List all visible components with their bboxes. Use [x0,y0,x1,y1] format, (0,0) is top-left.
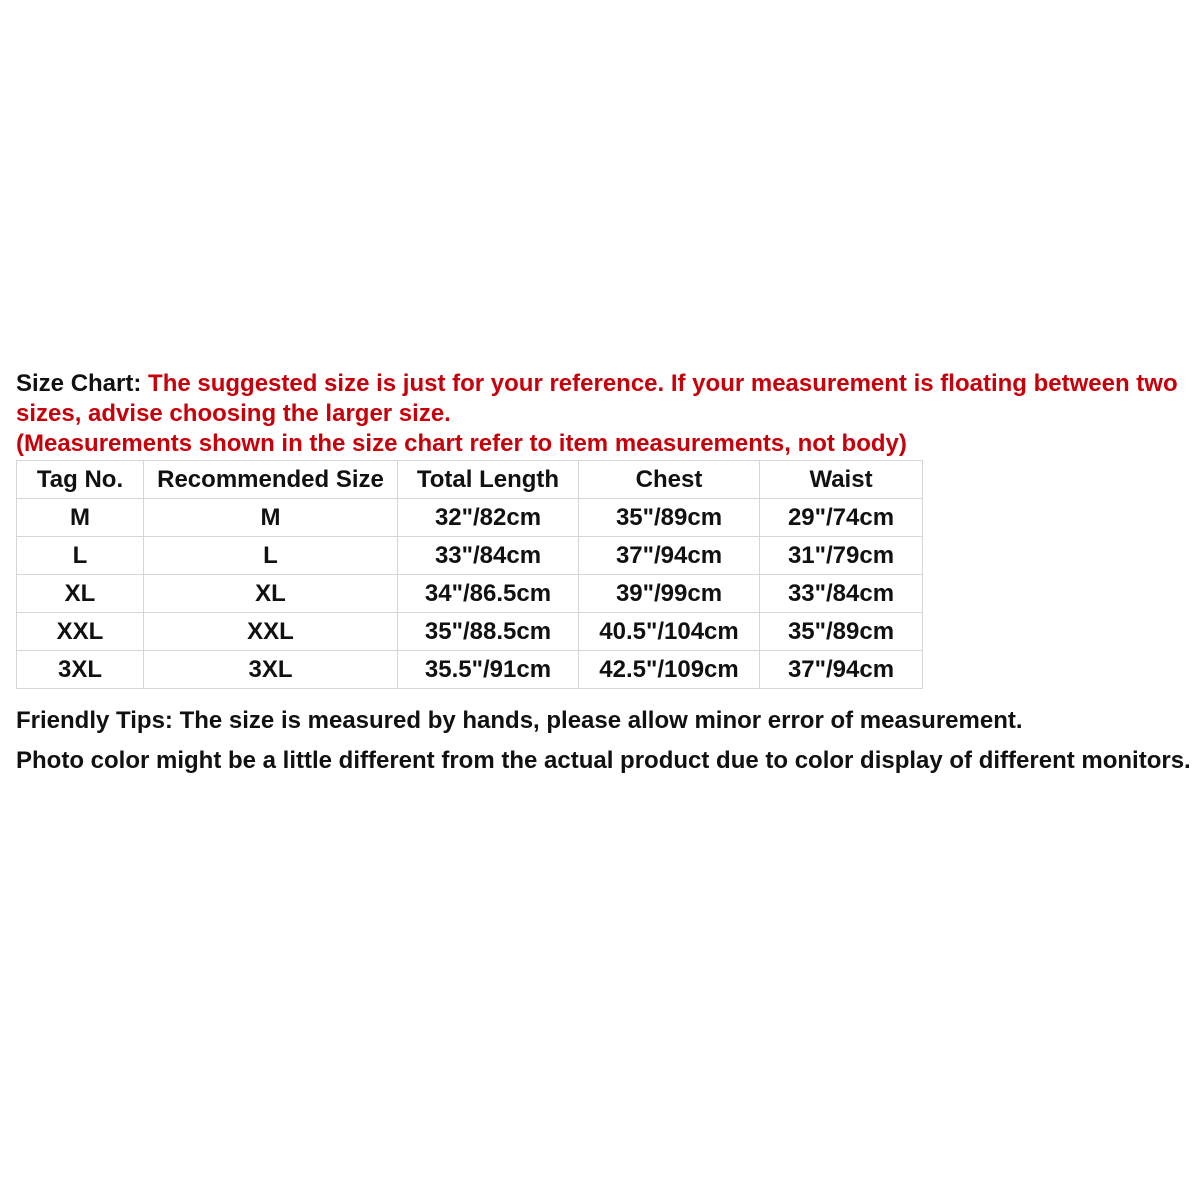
cell-recommended-size: 3XL [144,651,398,689]
cell-chest: 35"/89cm [579,499,760,537]
measurement-note: (Measurements shown in the size chart refer to item measurements, not body) [16,430,907,457]
table-header-row [17,461,923,499]
cell-recommended-size: XL [144,575,398,613]
header-recommended-size: Recommended Size [144,461,398,499]
cell-waist: 37"/94cm [760,651,923,689]
cell-waist: 31"/79cm [760,537,923,575]
table-row [17,575,923,613]
cell-total-length: 34"/86.5cm [398,575,579,613]
cell-tag-no: L [17,537,144,575]
cell-tag-no: XXL [17,613,144,651]
cell-recommended-size: M [144,499,398,537]
header-chest: Chest [579,461,760,499]
cell-recommended-size: L [144,537,398,575]
tips-line-color: Photo color might be a little different from the actual product due to color display of different monitors. [16,747,1191,774]
table-row [17,613,923,651]
cell-tag-no: M [17,499,144,537]
cell-total-length: 35"/88.5cm [398,613,579,651]
cell-recommended-size: XXL [144,613,398,651]
cell-total-length: 33"/84cm [398,537,579,575]
size-advice-note: The suggested size is just for your reference. If your measurement is floating between two sizes, advise choosing the larger size. [16,370,1178,427]
cell-tag-no: 3XL [17,651,144,689]
table-row [17,499,923,537]
cell-total-length: 32"/82cm [398,499,579,537]
cell-chest: 40.5"/104cm [579,613,760,651]
table-row [17,651,923,689]
table-row [17,537,923,575]
size-chart-label: Size Chart: [16,370,149,397]
friendly-tips [16,706,1191,776]
cell-total-length: 35.5"/91cm [398,651,579,689]
header-tag-no: Tag No. [17,461,144,499]
tips-line-measurement: Friendly Tips: The size is measured by hands, please allow minor error of measurement. [16,707,1023,734]
cell-waist: 33"/84cm [760,575,923,613]
cell-chest: 42.5"/109cm [579,651,760,689]
header-waist: Waist [760,461,923,499]
header-total-length: Total Length [398,461,579,499]
size-table [16,460,923,689]
cell-waist: 35"/89cm [760,613,923,651]
cell-tag-no: XL [17,575,144,613]
cell-waist: 29"/74cm [760,499,923,537]
cell-chest: 39"/99cm [579,575,760,613]
size-chart-intro [16,369,1186,459]
cell-chest: 37"/94cm [579,537,760,575]
